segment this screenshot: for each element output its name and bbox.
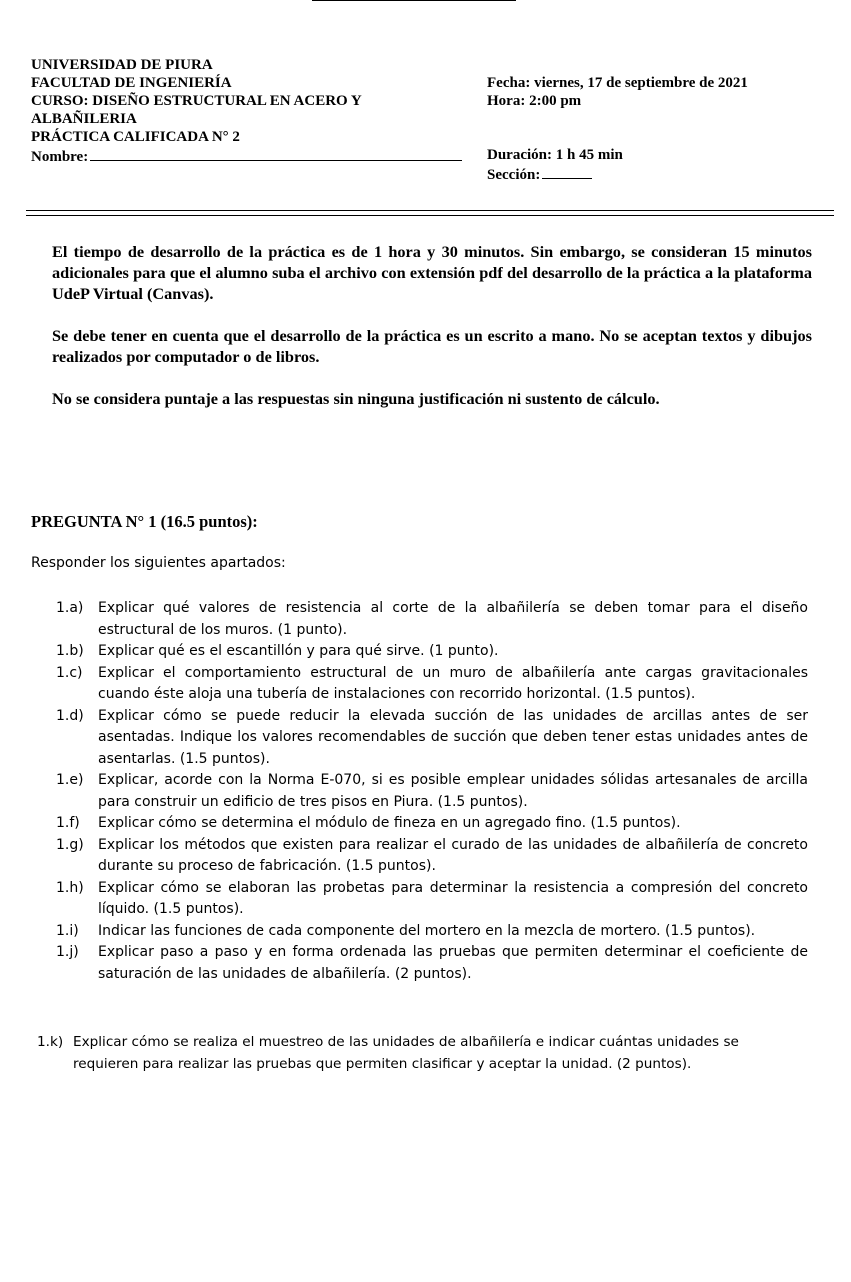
- item-text: Explicar cómo se determina el módulo de fineza en un agregado fino. (1.5 puntos).: [98, 815, 681, 831]
- list-item: [56, 770, 808, 813]
- instruction-paragraph: Se debe tener en cuenta que el desarrollo de la práctica es un escrito a mano. No se aceptan textos y dibujos realizados por computador o de libros.: [52, 326, 812, 366]
- item-number: 1.b): [56, 643, 84, 659]
- header-right: [487, 74, 837, 184]
- item-number: 1.j): [56, 944, 79, 960]
- name-blank-line[interactable]: [90, 146, 462, 161]
- list-item: [56, 813, 808, 835]
- item-text: Explicar cómo se puede reducir la elevada succión de las unidades de arcillas antes de ser asentadas. Indique los valores recomendables de succión que deben tener estas unidades antes de asentarlas. (1.5 puntos).: [98, 707, 808, 767]
- item-text: Explicar cómo se realiza el muestreo de las unidades de albañilería e indicar cuántas unidades se requieren para realizar las pruebas que permiten clasificar y aceptar la unidad. (2 puntos).: [73, 1034, 739, 1072]
- item-number: 1.h): [56, 879, 84, 896]
- list-item: [56, 706, 808, 771]
- question-item-k: [37, 1032, 779, 1075]
- exam-time: Hora: 2:00 pm: [487, 93, 582, 109]
- item-number: 1.k): [37, 1034, 64, 1050]
- item-text: Explicar los métodos que existen para realizar el curado de las unidades de albañilería de concreto durante su proceso de fabricación. (1.5 puntos).: [98, 836, 808, 874]
- item-number: 1.a): [56, 600, 84, 616]
- list-item: [56, 878, 808, 921]
- practice-title: PRÁCTICA CALIFICADA N° 2: [31, 129, 240, 145]
- name-field[interactable]: [31, 146, 471, 166]
- course-line-1: CURSO: DISEÑO ESTRUCTURAL EN ACERO Y: [31, 93, 362, 109]
- question-title: PREGUNTA N° 1 (16.5 puntos):: [31, 512, 258, 531]
- question-intro: Responder los siguientes apartados:: [31, 555, 286, 571]
- header-divider: [26, 210, 834, 216]
- item-number: 1.f): [56, 815, 80, 831]
- section-blank-line[interactable]: [542, 164, 592, 179]
- list-item: [56, 942, 808, 985]
- list-item: [56, 921, 808, 943]
- list-item: [56, 663, 808, 706]
- item-number: 1.e): [56, 772, 84, 788]
- item-text: Indicar las funciones de cada componente del mortero en la mezcla de mortero. (1.5 puntos).: [98, 922, 756, 939]
- item-text: Explicar qué valores de resistencia al corte de la albañilería se deben tomar para el diseño estructural de los muros. (1 punto).: [98, 600, 808, 638]
- list-item: [56, 835, 808, 878]
- item-number: 1.i): [56, 922, 79, 939]
- section-field[interactable]: [487, 164, 837, 184]
- instruction-paragraph: El tiempo de desarrollo de la práctica es de 1 hora y 30 minutos. Sin embargo, se consideran 15 minutos adicionales para que el alumno suba el archivo con extensión pdf del desarrollo de la práctica a la plataforma UdeP Virtual (Canvas).: [52, 242, 812, 303]
- question-list: [56, 598, 808, 985]
- list-item: [37, 1032, 779, 1075]
- university-name: UNIVERSIDAD DE PIURA: [31, 57, 213, 73]
- item-text: Explicar el comportamiento estructural de un muro de albañilería ante cargas gravitacionales cuando éste aloja una tubería de instalaciones con recorrido horizontal. (1.5 puntos).: [98, 664, 808, 702]
- instructions: [52, 241, 812, 430]
- item-number: 1.d): [56, 707, 84, 724]
- item-text: Explicar cómo se elaboran las probetas para determinar la resistencia a compresión del concreto líquido. (1.5 puntos).: [98, 879, 808, 917]
- exam-duration: Duración: 1 h 45 min: [487, 147, 623, 163]
- item-text: Explicar paso a paso y en forma ordenada las pruebas que permiten determinar el coeficiente de saturación de las unidades de albañilería. (2 puntos).: [98, 944, 808, 982]
- section-label: Sección:: [487, 167, 541, 183]
- course-line-2: ALBAÑILERIA: [31, 111, 137, 127]
- item-text: Explicar qué es el escantillón y para qué sirve. (1 punto).: [98, 643, 499, 659]
- faculty-name: FACULTAD DE INGENIERÍA: [31, 75, 232, 91]
- name-label: Nombre:: [31, 149, 89, 165]
- item-number: 1.g): [56, 836, 84, 853]
- instruction-paragraph: No se considera puntaje a las respuestas sin ninguna justificación ni sustento de cálculo.: [52, 389, 660, 408]
- header-left: [31, 56, 471, 166]
- exam-date: Fecha: viernes, 17 de septiembre de 2021: [487, 75, 748, 91]
- list-item: [56, 641, 808, 663]
- top-rule: [312, 0, 516, 1]
- item-number: 1.c): [56, 664, 83, 681]
- list-item: [56, 598, 808, 641]
- item-text: Explicar, acorde con la Norma E-070, si es posible emplear unidades sólidas artesanales de arcilla para construir un edificio de tres pisos en Piura. (1.5 puntos).: [98, 772, 808, 810]
